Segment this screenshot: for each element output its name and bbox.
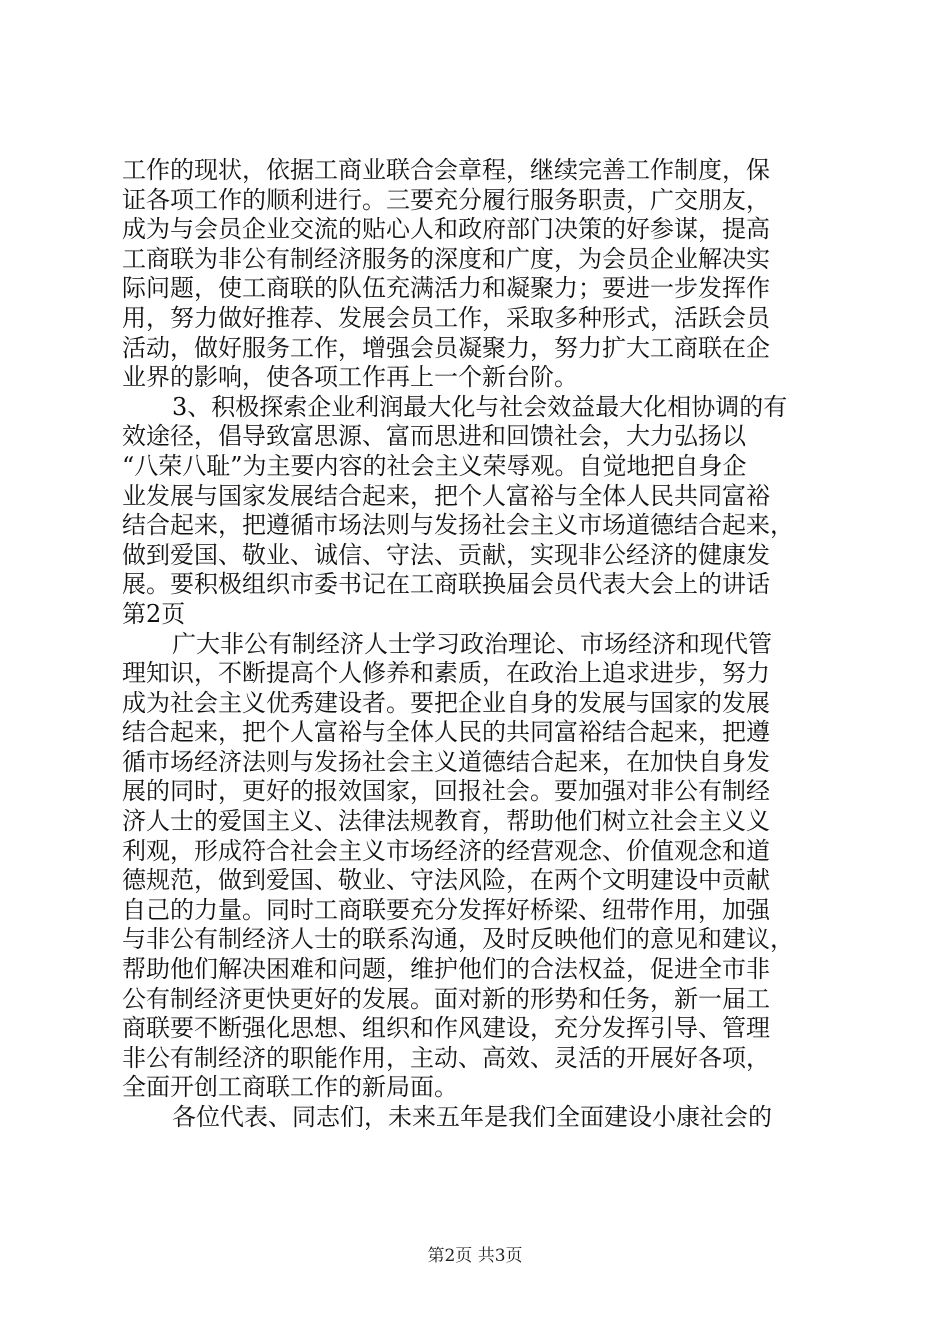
text-line: 成为与会员企业交流的贴心人和政府部门决策的好参谋，提高 xyxy=(122,215,770,244)
text-line: 3、积极探索企业利润最大化与社会效益最大化相协调的有 xyxy=(172,392,788,421)
text-line: 与非公有制经济人士的联系沟通，及时反映他们的意见和建议， xyxy=(122,925,794,954)
text-line: “八荣八耻”为主要内容的社会主义荣辱观。自觉地把自身企 xyxy=(122,451,747,480)
text-line: 结合起来，把个人富裕与全体人民的共同富裕结合起来，把遵 xyxy=(122,718,770,747)
text-line: 业界的影响，使各项工作再上一个新台阶。 xyxy=(122,363,578,392)
text-line: 第2页 xyxy=(122,599,186,628)
text-line: 各位代表、同志们，未来五年是我们全面建设小康社会的 xyxy=(172,1103,772,1131)
text-line: 做到爱国、敬业、诚信、守法、贡献，实现非公经济的健康发 xyxy=(122,540,770,569)
text-line: 自己的力量。同时工商联要充分发挥好桥梁、纽带作用，加强 xyxy=(122,895,770,924)
text-line: 际问题，使工商联的队伍充满活力和凝聚力；要进一步发挥作 xyxy=(122,274,770,303)
document-body xyxy=(122,156,832,1133)
text-line: 活动，做好服务工作，增强会员凝聚力，努力扩大工商联在企 xyxy=(122,333,770,362)
text-line: 工作的现状，依据工商业联合会章程，继续完善工作制度，保 xyxy=(122,156,770,184)
text-line: 结合起来，把遵循市场法则与发扬社会主义市场道德结合起来， xyxy=(122,511,794,540)
text-line: 展。要积极组织市委书记在工商联换届会员代表大会上的讲话 xyxy=(122,570,770,599)
text-line: 用，努力做好推荐、发展会员工作，采取多种形式，活跃会员 xyxy=(122,303,770,332)
text-line: 公有制经济更快更好的发展。面对新的形势和任务，新一届工 xyxy=(122,984,770,1013)
text-line: 循市场经济法则与发扬社会主义道德结合起来，在加快自身发 xyxy=(122,747,770,776)
text-line: 证各项工作的顺利进行。三要充分履行服务职责，广交朋友， xyxy=(122,185,770,214)
text-line: 展的同时，更好的报效国家，回报社会。要加强对非公有制经 xyxy=(122,777,770,806)
text-line: 广大非公有制经济人士学习政治理论、市场经济和现代管 xyxy=(172,629,772,658)
text-line: 德规范，做到爱国、敬业、守法风险，在两个文明建设中贡献 xyxy=(122,866,770,895)
text-line: 济人士的爱国主义、法律法规教育，帮助他们树立社会主义义 xyxy=(122,807,770,836)
text-line: 工商联为非公有制经济服务的深度和广度，为会员企业解决实 xyxy=(122,244,770,273)
text-line: 商联要不断强化思想、组织和作风建设，充分发挥引导、管理 xyxy=(122,1014,770,1043)
page-footer: 第2页 共3页 xyxy=(427,1246,523,1266)
text-line: 利观，形成符合社会主义市场经济的经营观念、价值观念和道 xyxy=(122,836,770,865)
text-line: 成为社会主义优秀建设者。要把企业自身的发展与国家的发展 xyxy=(122,688,770,717)
text-line: 理知识，不断提高个人修养和素质，在政治上追求进步，努力 xyxy=(122,659,770,688)
text-line: 效途径，倡导致富思源、富而思进和回馈社会，大力弘扬以 xyxy=(122,422,746,451)
text-line: 帮助他们解决困难和问题，维护他们的合法权益，促进全市非 xyxy=(122,955,770,984)
text-line: 全面开创工商联工作的新局面。 xyxy=(122,1073,458,1102)
text-line: 业发展与国家发展结合起来，把个人富裕与全体人民共同富裕 xyxy=(122,481,770,510)
text-line: 非公有制经济的职能作用，主动、高效、灵活的开展好各项， xyxy=(122,1043,770,1072)
